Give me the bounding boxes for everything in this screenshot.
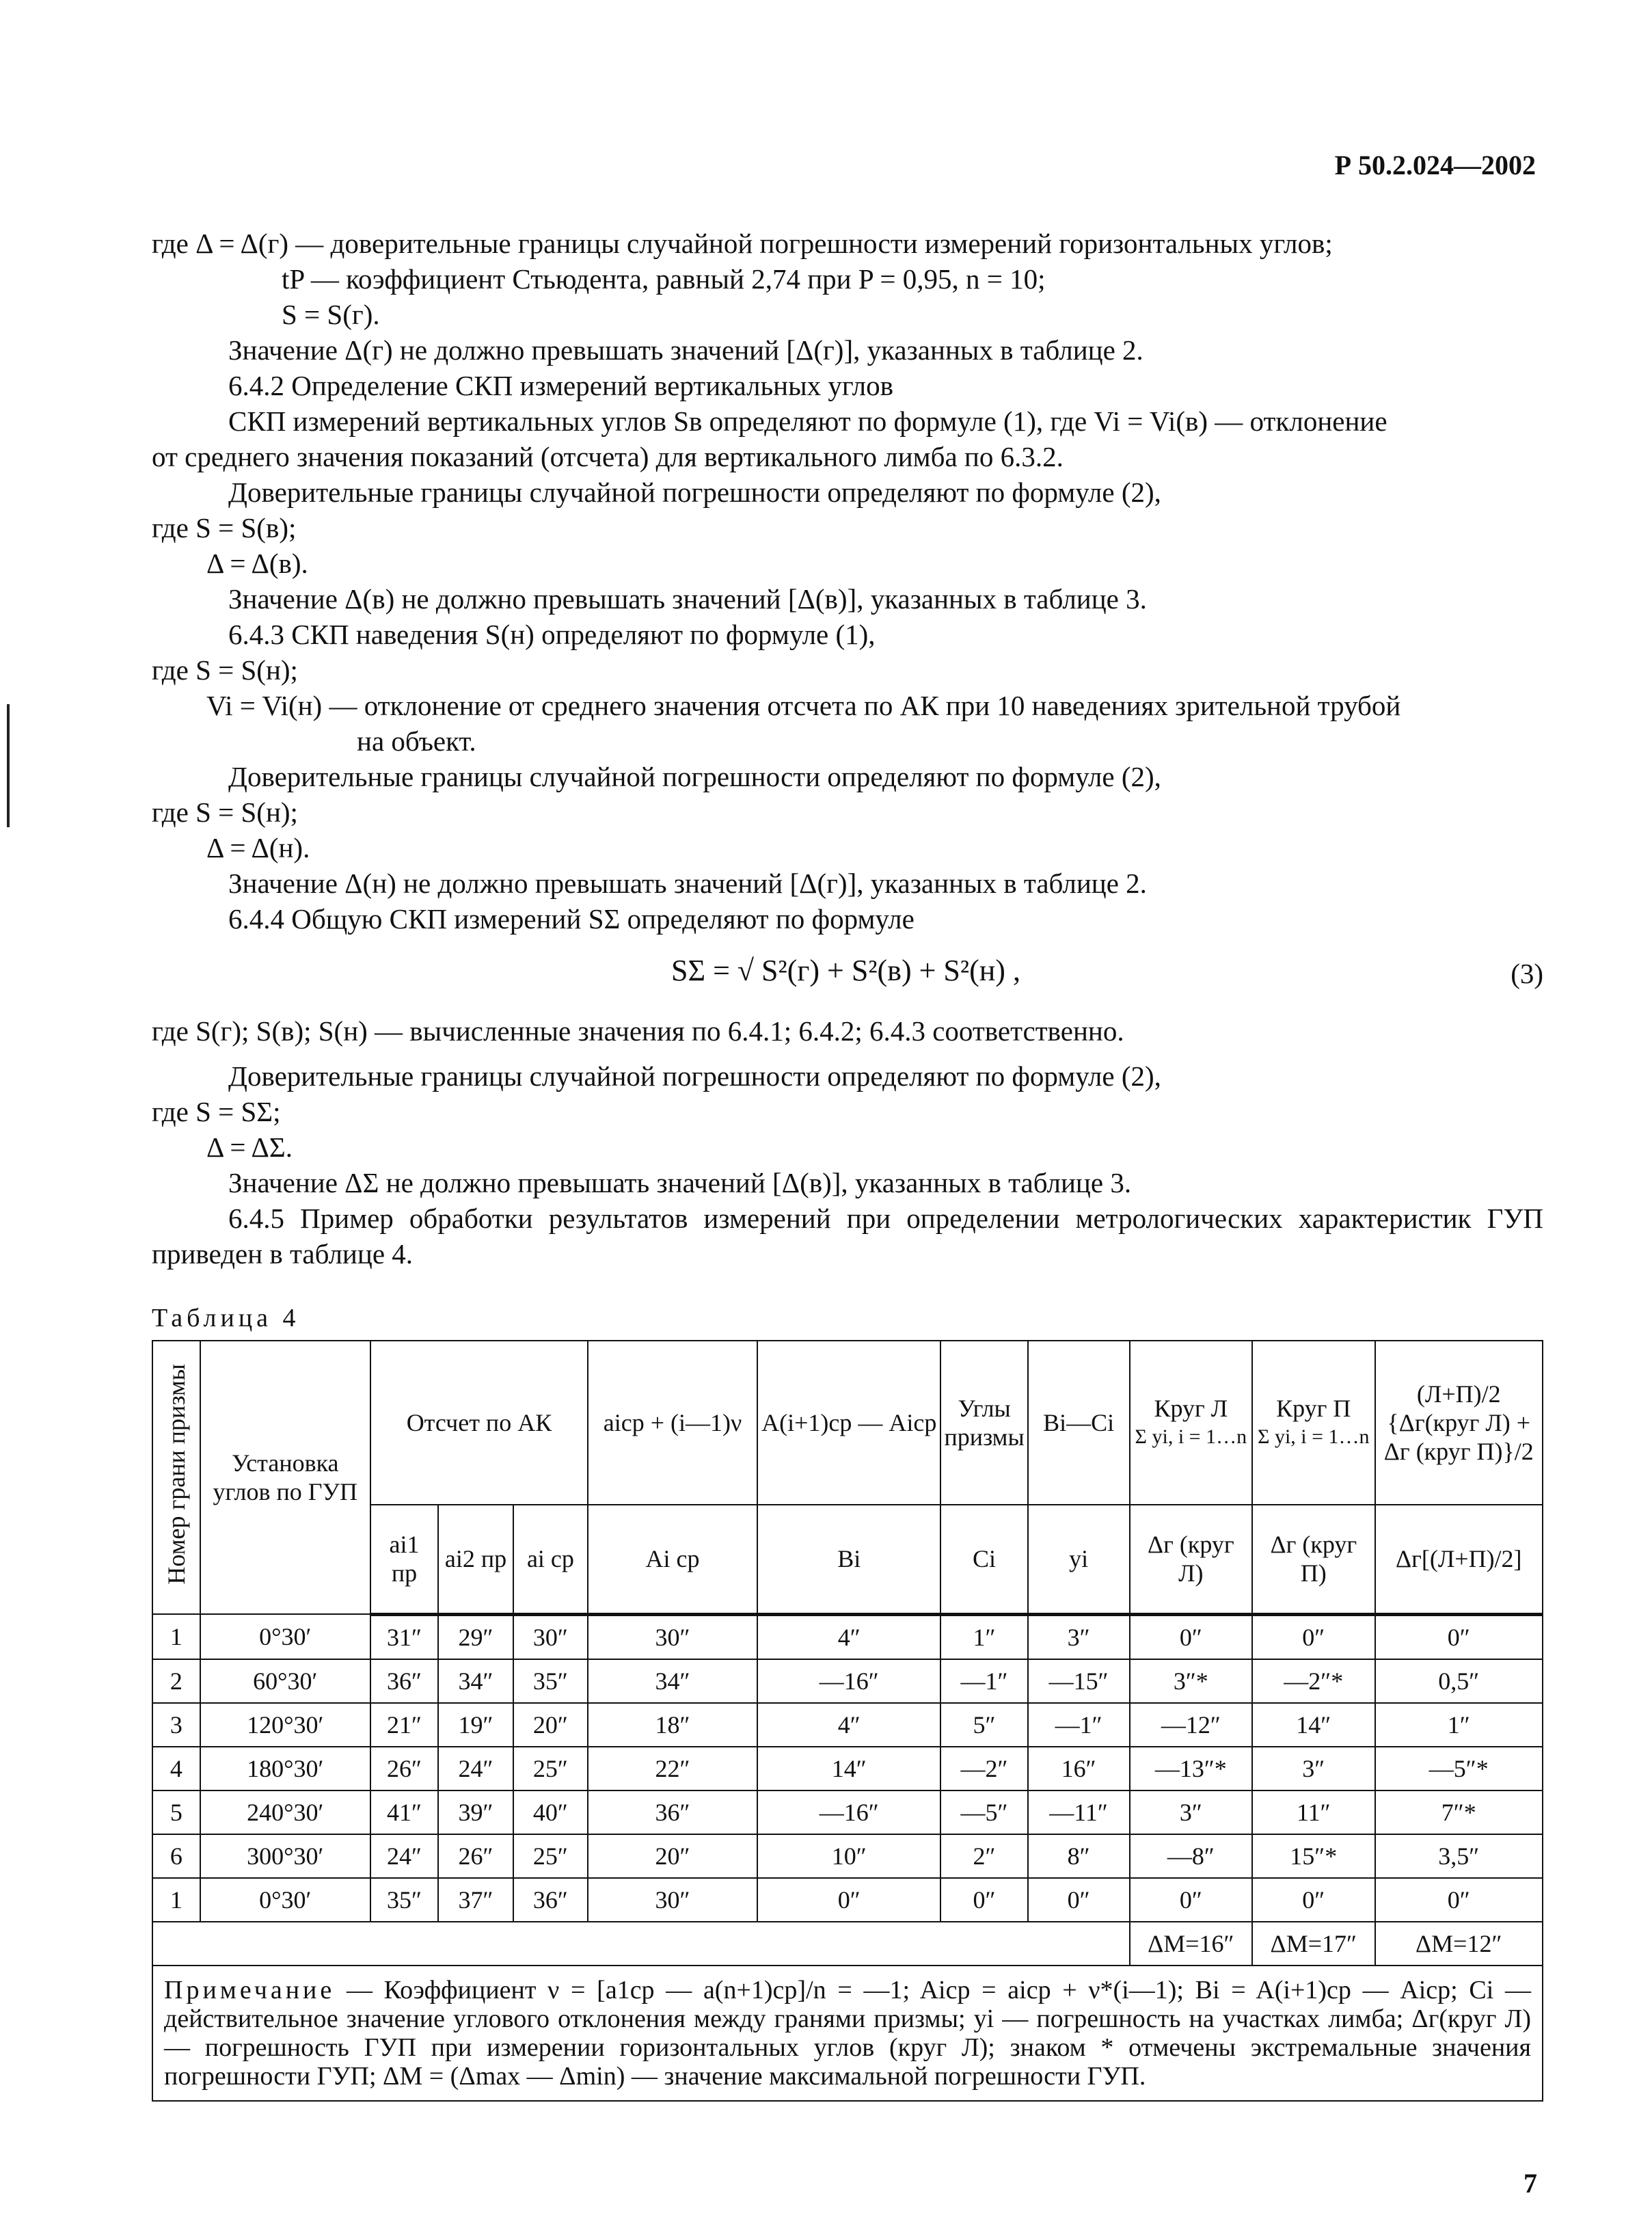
text-line: Значение Δ(г) не должно превышать значений [Δ(г)], указанных в таблице 2. — [228, 334, 1143, 366]
page-content — [152, 226, 1543, 2102]
header-circle-r — [1252, 1341, 1375, 1505]
table-row — [152, 1614, 1543, 1659]
table-cell: 14″ — [1252, 1703, 1375, 1747]
table-cell: 26″ — [370, 1747, 439, 1790]
subheader: Ci — [940, 1505, 1027, 1614]
note-label: Примечание — [164, 1975, 336, 2004]
table-4 — [152, 1340, 1543, 2102]
table-cell: 36″ — [370, 1659, 439, 1703]
summary-dm-r: ΔМ=17″ — [1252, 1922, 1375, 1966]
table-cell: 7″* — [1375, 1790, 1543, 1834]
table-row — [152, 1878, 1543, 1922]
table-cell: 3″ — [1130, 1790, 1252, 1834]
subheader: Ai ср — [588, 1505, 757, 1614]
text-line: S = S(г). — [282, 299, 380, 330]
table-cell: 3″ — [1252, 1747, 1375, 1790]
header-avg: (Л+П)/2 {Δг(круг Л) + Δг (круг П)}/2 — [1375, 1341, 1543, 1505]
header-circle-r-label: Круг П — [1276, 1395, 1351, 1422]
table-cell: 20″ — [513, 1703, 588, 1747]
table-cell: 5″ — [940, 1703, 1027, 1747]
header-angles: Углы призмы — [940, 1341, 1027, 1505]
table-cell: 29″ — [438, 1614, 513, 1659]
table-cell: 3″* — [1130, 1659, 1252, 1703]
sum-formula-r: Σ yi, i = 1…n — [1258, 1425, 1370, 1448]
margin-mark — [7, 704, 10, 827]
table-cell: 0°30′ — [200, 1614, 370, 1659]
sum-formula-l: Σ yi, i = 1…n — [1135, 1425, 1247, 1448]
table-cell: 40″ — [513, 1790, 588, 1834]
table-cell: 1″ — [1375, 1703, 1543, 1747]
text-line: Доверительные границы случайной погрешности определяют по формуле (2), — [228, 761, 1161, 792]
table-cell: 4″ — [757, 1703, 940, 1747]
text-line: Δ = Δ(в). — [206, 548, 308, 579]
table-cell: 4″ — [757, 1614, 940, 1659]
text-line: Vi = Vi(н) — отклонение от среднего значения отсчета по АК при 10 наведениях зрительной трубой — [206, 690, 1401, 721]
table-cell: 0″ — [1375, 1614, 1543, 1659]
formula-block — [152, 949, 1543, 1004]
table-cell: 30″ — [588, 1878, 757, 1922]
header-circle-l-label: Круг Л — [1154, 1395, 1228, 1422]
table-cell: 30″ — [513, 1614, 588, 1659]
table-cell: 21″ — [370, 1703, 439, 1747]
table-cell: —12″ — [1130, 1703, 1252, 1747]
table-cell: 0″ — [940, 1878, 1027, 1922]
table-cell: 2″ — [940, 1834, 1027, 1878]
subheader: ai ср — [513, 1505, 588, 1614]
table-cell: 0″ — [1028, 1878, 1130, 1922]
table-cell: 18″ — [588, 1703, 757, 1747]
header-reading: Отсчет по АК — [370, 1341, 588, 1505]
table-cell: 34″ — [438, 1659, 513, 1703]
formula: SΣ = √ S²(г) + S²(в) + S²(н) , — [671, 954, 1020, 987]
text-line: Доверительные границы случайной погрешности определяют по формуле (2), — [228, 477, 1161, 508]
section-heading: 6.4.3 СКП наведения S(н) определяют по формуле (1), — [228, 619, 876, 650]
subheader: Δг (круг Л) — [1130, 1505, 1252, 1614]
table-row — [152, 1834, 1543, 1878]
table-row — [152, 1747, 1543, 1790]
table-cell: 1 — [152, 1878, 200, 1922]
text-line: Δ = ΔΣ. — [206, 1131, 293, 1163]
table-cell: —8″ — [1130, 1834, 1252, 1878]
table-cell: 41″ — [370, 1790, 439, 1834]
text-line: Δ = Δ(н). — [206, 832, 310, 863]
table-cell: 24″ — [370, 1834, 439, 1878]
table-row — [152, 1703, 1543, 1747]
table-row — [152, 1790, 1543, 1834]
table-cell: 5 — [152, 1790, 200, 1834]
text-line: Доверительные границы случайной погрешности определяют по формуле (2), — [228, 1060, 1161, 1092]
table-cell: 0″ — [1130, 1878, 1252, 1922]
table-cell: —5″ — [940, 1790, 1027, 1834]
header-face-number: Номер грани призмы — [152, 1341, 200, 1614]
text-line: где S = S(н); — [152, 796, 298, 828]
table-cell: 0″ — [1130, 1614, 1252, 1659]
table-cell: —2″ — [940, 1747, 1027, 1790]
table-cell: 240°30′ — [200, 1790, 370, 1834]
table-cell: 0°30′ — [200, 1878, 370, 1922]
table-cell: 36″ — [588, 1790, 757, 1834]
table-cell: 15″* — [1252, 1834, 1375, 1878]
summary-spacer — [152, 1922, 1130, 1966]
document-code: Р 50.2.024—2002 — [1334, 150, 1536, 180]
table-cell: —16″ — [757, 1659, 940, 1703]
table-cell: 35″ — [370, 1878, 439, 1922]
table-cell: 300°30′ — [200, 1834, 370, 1878]
header-circle-l — [1130, 1341, 1252, 1505]
section-heading: 6.4.2 Определение СКП измерений вертикальных углов — [228, 370, 893, 401]
table-caption: Таблица 4 — [152, 1304, 300, 1332]
subheader: Bi — [757, 1505, 940, 1614]
text-line: tP — коэффициент Стьюдента, равный 2,74 при P = 0,95, n = 10; — [282, 263, 1046, 295]
table-cell: 31″ — [370, 1614, 439, 1659]
text-line: СКП измерений вертикальных углов Sв определяют по формуле (1), где Vi = Vi(в) — отклонение — [228, 405, 1387, 437]
table-cell: 3″ — [1028, 1614, 1130, 1659]
table-cell: —1″ — [940, 1659, 1027, 1703]
table-cell: 20″ — [588, 1834, 757, 1878]
table-cell: 1″ — [940, 1614, 1027, 1659]
header-aicp: aiср + (i—1)ν — [588, 1341, 757, 1505]
table-cell: 26″ — [438, 1834, 513, 1878]
table-cell: 36″ — [513, 1878, 588, 1922]
table-cell: 120°30′ — [200, 1703, 370, 1747]
subheader: ai1 пр — [370, 1505, 439, 1614]
text-line: где Δ = Δ(г) — доверительные границы случайной погрешности измерений горизонтальных углов; — [152, 228, 1333, 259]
text-line: где S = S(в); — [152, 512, 297, 544]
text-line: Значение Δ(в) не должно превышать значений [Δ(в)], указанных в таблице 3. — [228, 583, 1147, 615]
table-cell: 2 — [152, 1659, 200, 1703]
table-cell: 0″ — [1375, 1878, 1543, 1922]
equation-number: (3) — [1511, 958, 1543, 989]
table-cell: 3,5″ — [1375, 1834, 1543, 1878]
subheader: Δг[(Л+П)/2] — [1375, 1505, 1543, 1614]
subheader: Δг (круг П) — [1252, 1505, 1375, 1614]
table-cell: 60°30′ — [200, 1659, 370, 1703]
text-line: от среднего значения показаний (отсчета) для вертикального лимба по 6.3.2. — [152, 441, 1064, 472]
table-cell: 1 — [152, 1614, 200, 1659]
header-setting: Установка углов по ГУП — [200, 1341, 370, 1614]
table-cell: 11″ — [1252, 1790, 1375, 1834]
table-cell: 0″ — [757, 1878, 940, 1922]
table-cell: 4 — [152, 1747, 200, 1790]
table-cell: 35″ — [513, 1659, 588, 1703]
table-cell: 0″ — [1252, 1878, 1375, 1922]
table-cell: —13″* — [1130, 1747, 1252, 1790]
table-cell: 6 — [152, 1834, 200, 1878]
table-cell: 3 — [152, 1703, 200, 1747]
text-paragraph: 6.4.5 Пример обработки результатов измерений при определении метрологических характеристик ГУП приведен в таблице 4. — [152, 1203, 1543, 1270]
note-text: — Коэффициент ν = [a1ср — a(n+1)ср]/n = —1; Aiср = aiср + ν*(i—1); Bi = A(i+1)ср — Aiср; Ci — действительное значение углового отклонения между гранями призмы; yi — погрешность на участках лимба; Δг(круг Л) — погрешность ГУП при измерении горизонтальных углов (круг Л); знаком * отмечены экстремальные значения погрешности ГУП; ΔМ = (Δmax — Δmin) — значение максимальной погрешности ГУП. — [164, 1975, 1531, 2091]
header-bc: Bi—Ci — [1028, 1341, 1130, 1505]
table-cell: 24″ — [438, 1747, 513, 1790]
table-cell: 19″ — [438, 1703, 513, 1747]
table-body — [152, 1614, 1543, 1922]
summary-dm-l: ΔМ=16″ — [1130, 1922, 1252, 1966]
header-diff: A(i+1)ср — Aiср — [757, 1341, 940, 1505]
table-cell: —15″ — [1028, 1659, 1130, 1703]
text-line: где S(г); S(в); S(н) — вычисленные значения по 6.4.1; 6.4.2; 6.4.3 соответственно. — [152, 1015, 1124, 1047]
text-line: где S = S(н); — [152, 654, 298, 686]
table-cell: 25″ — [513, 1834, 588, 1878]
page-number: 7 — [1524, 2168, 1537, 2199]
table-cell: 22″ — [588, 1747, 757, 1790]
section-heading: 6.4.4 Общую СКП измерений SΣ определяют по формуле — [228, 903, 915, 935]
table-cell: 34″ — [588, 1659, 757, 1703]
table-row — [152, 1659, 1543, 1703]
table-cell: 14″ — [757, 1747, 940, 1790]
table-cell: 37″ — [438, 1878, 513, 1922]
table-cell: 0″ — [1252, 1614, 1375, 1659]
subheader: ai2 пр — [438, 1505, 513, 1614]
table-cell: —1″ — [1028, 1703, 1130, 1747]
table-cell: —11″ — [1028, 1790, 1130, 1834]
table-cell: 30″ — [588, 1614, 757, 1659]
table-cell: —5″* — [1375, 1747, 1543, 1790]
table-cell: —16″ — [757, 1790, 940, 1834]
text-line: Значение Δ(н) не должно превышать значений [Δ(г)], указанных в таблице 2. — [228, 868, 1147, 899]
table-cell: 180°30′ — [200, 1747, 370, 1790]
table-cell: —2″* — [1252, 1659, 1375, 1703]
text-line: где S = SΣ; — [152, 1096, 281, 1127]
table-cell: 25″ — [513, 1747, 588, 1790]
table-note — [152, 1966, 1543, 2101]
text-line: Значение ΔΣ не должно превышать значений [Δ(в)], указанных в таблице 3. — [228, 1167, 1132, 1198]
table-cell: 39″ — [438, 1790, 513, 1834]
table-cell: 0,5″ — [1375, 1659, 1543, 1703]
subheader: yi — [1028, 1505, 1130, 1614]
table-cell: 16″ — [1028, 1747, 1130, 1790]
text-line: на объект. — [357, 725, 476, 757]
table-cell: 10″ — [757, 1834, 940, 1878]
table-cell: 8″ — [1028, 1834, 1130, 1878]
summary-dm-avg: ΔМ=12″ — [1375, 1922, 1543, 1966]
